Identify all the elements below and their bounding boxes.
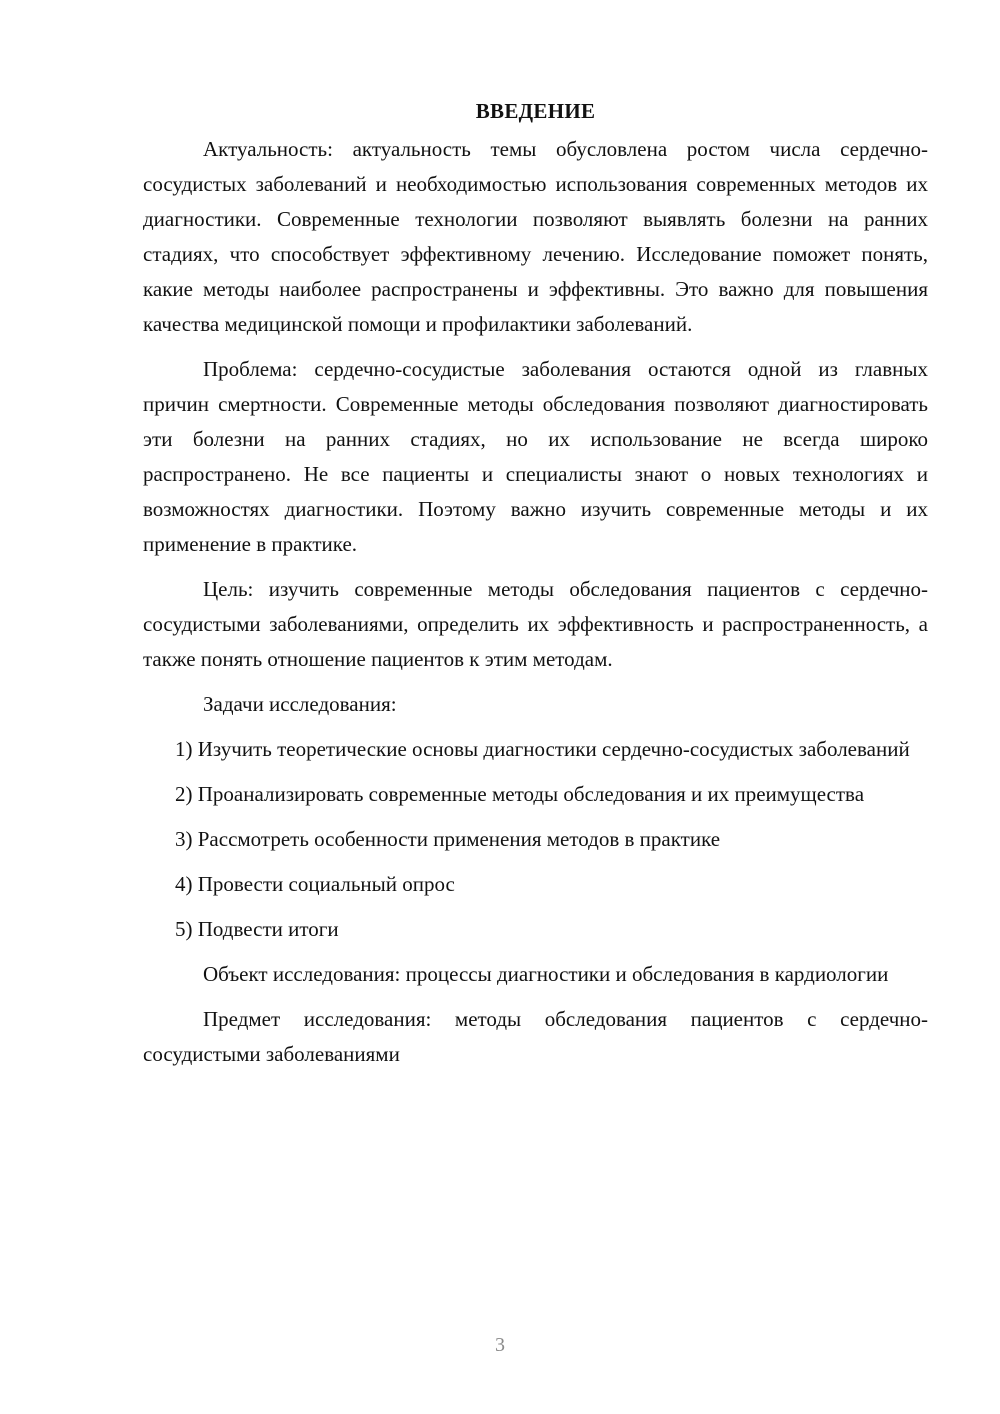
section-title: ВВЕДЕНИЕ	[475, 99, 596, 123]
page-number: 3	[495, 1334, 505, 1356]
tasks-heading: Задачи исследования:	[203, 692, 397, 716]
task-item-1: 1) Изучить теоретические основы диагностики сердечно-сосудистых заболеваний	[175, 737, 910, 761]
goal-paragraph: Цель: изучить современные методы обследования пациентов с сердечно-сосудистыми заболеваниями, определить их эффективность и распространенность, а также понять отношение пациентов к этим методам.	[143, 577, 928, 671]
task-item-3: 3) Рассмотреть особенности применения методов в практике	[175, 827, 721, 851]
page-content	[143, 96, 928, 1082]
task-item-2: 2) Проанализировать современные методы обследования и их преимущества	[175, 782, 865, 806]
subject-paragraph: Предмет исследования: методы обследования пациентов с сердечно-сосудистыми заболеваниями	[143, 1007, 928, 1066]
relevance-paragraph: Актуальность: актуальность темы обусловлена ростом числа сердечно-сосудистых заболеваний и необходимостью использования современных методов их диагностики. Современные технологии позволяют выявлять болезни на ранних стадиях, что способствует эффективному лечению. Исследование поможет понять, какие методы наиболее распространены и эффективны. Это важно для повышения качества медицинской помощи и профилактики заболеваний.	[143, 137, 928, 336]
object-paragraph: Объект исследования: процессы диагностики и обследования в кардиологии	[203, 962, 889, 986]
problem-paragraph: Проблема: сердечно-сосудистые заболевания остаются одной из главных причин смертности. Современные методы обследования позволяют диагностировать эти болезни на ранних стадиях, но их использование не всегда широко распространено. Не все пациенты и специалисты знают о новых технологиях и возможностях диагностики. Поэтому важно изучить современные методы и их применение в практике.	[143, 357, 928, 556]
task-item-4: 4) Провести социальный опрос	[175, 872, 455, 896]
task-item-5: 5) Подвести итоги	[175, 917, 339, 941]
